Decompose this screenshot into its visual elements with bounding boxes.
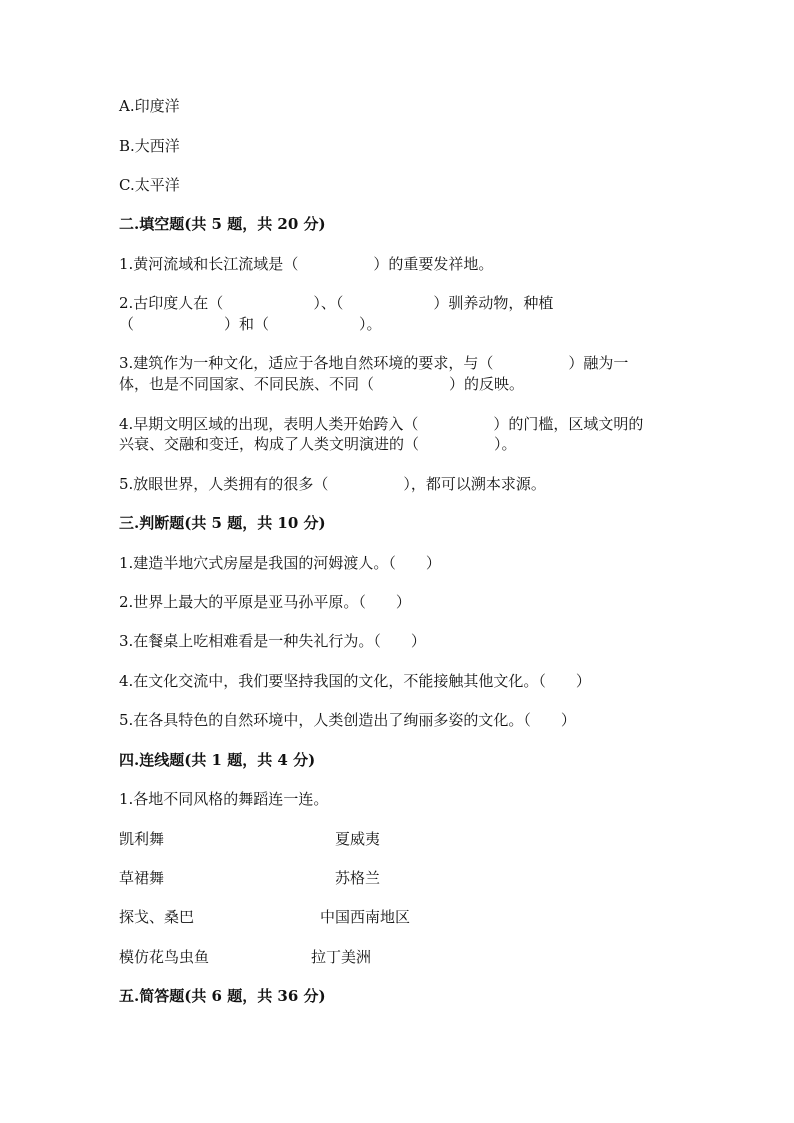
fill-question-3-line1: 3.建筑作为一种文化，适应于各地自然环境的要求，与（ ）融为一 bbox=[119, 354, 629, 372]
match-right-3: 中国西南地区 bbox=[320, 908, 411, 926]
fill-question-2-line2: （ ）和（ ）。 bbox=[119, 315, 382, 333]
option-b: B.大西洋 bbox=[119, 137, 180, 155]
judge-question-1: 1.建造半地穴式房屋是我国的河姆渡人。（ ） bbox=[119, 554, 441, 572]
match-left-1: 凯利舞 bbox=[119, 830, 165, 848]
section5-title: 五.简答题(共 6 题，共 36 分) bbox=[119, 987, 326, 1005]
judge-question-5: 5.在各具特色的自然环境中，人类创造出了绚丽多姿的文化。（ ） bbox=[119, 711, 576, 729]
judge-question-3: 3.在餐桌上吃相难看是一种失礼行为。（ ） bbox=[119, 632, 426, 650]
fill-question-4-line1: 4.早期文明区域的出现，表明人类开始跨入（ ）的门槛，区域文明的 bbox=[119, 415, 644, 433]
match-left-2: 草裙舞 bbox=[119, 869, 165, 887]
match-right-4: 拉丁美洲 bbox=[311, 948, 372, 966]
judge-question-2: 2.世界上最大的平原是亚马孙平原。（ ） bbox=[119, 593, 411, 611]
match-right-1: 夏威夷 bbox=[335, 830, 381, 848]
match-left-4: 模仿花鸟虫鱼 bbox=[119, 948, 210, 966]
fill-question-3-line2: 体，也是不同国家、不同民族、不同（ ）的反映。 bbox=[119, 375, 525, 393]
option-c: C.太平洋 bbox=[119, 176, 180, 194]
fill-question-2-line1: 2.古印度人在（ ）、（ ）驯养动物，种植 bbox=[119, 294, 554, 312]
judge-question-4: 4.在文化交流中，我们要坚持我国的文化，不能接触其他文化。（ ） bbox=[119, 672, 591, 690]
match-left-3: 探戈、桑巴 bbox=[119, 908, 195, 926]
fill-question-5: 5.放眼世界，人类拥有的很多（ ），都可以溯本求源。 bbox=[119, 475, 546, 493]
matching-question: 1.各地不同风格的舞蹈连一连。 bbox=[119, 790, 329, 808]
option-a: A.印度洋 bbox=[119, 97, 180, 115]
section4-title: 四.连线题(共 1 题，共 4 分) bbox=[119, 751, 316, 769]
fill-question-4-line2: 兴衰、交融和变迁，构成了人类文明演进的（ ）。 bbox=[119, 435, 517, 453]
fill-question-1: 1.黄河流域和长江流域是（ ）的重要发祥地。 bbox=[119, 255, 494, 273]
section3-title: 三.判断题(共 5 题，共 10 分) bbox=[119, 514, 326, 532]
match-right-2: 苏格兰 bbox=[335, 869, 381, 887]
section2-title: 二.填空题(共 5 题，共 20 分) bbox=[119, 215, 326, 233]
